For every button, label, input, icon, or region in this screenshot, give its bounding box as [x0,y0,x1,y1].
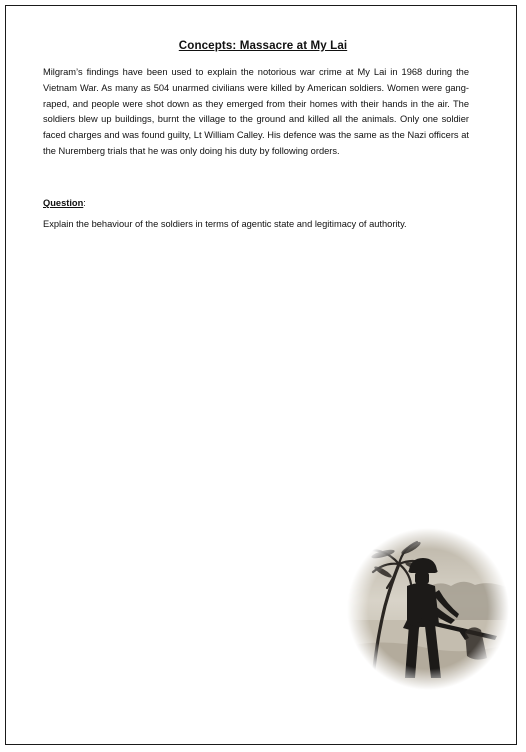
body-paragraph: Milgram’s findings have been used to explain the notorious war crime at My Lai in 1968 during the Vietnam War. As many as 504 unarmed civilians were killed by American soldiers. Women were gang-raped, and people were shot down as they emerged from their homes with their hands in the air. The soldiers blew up buildings, burnt the village to the ground and killed all the animals. Only one soldier faced charges and was found guilty, Lt William Calley. His defence was the same as the Nazi officers at the Nuremberg trials that he was only doing his duty by following orders. [43,67,469,156]
question-text: Explain the behaviour of the soldiers in terms of agentic state and legitimacy of authority. [43,219,407,229]
document-title: Concepts: Massacre at My Lai [178,39,348,52]
question-label: Question [43,198,84,208]
question-heading [43,196,86,211]
soldier-silhouette-photo [347,528,509,690]
question-colon: : [83,198,86,208]
